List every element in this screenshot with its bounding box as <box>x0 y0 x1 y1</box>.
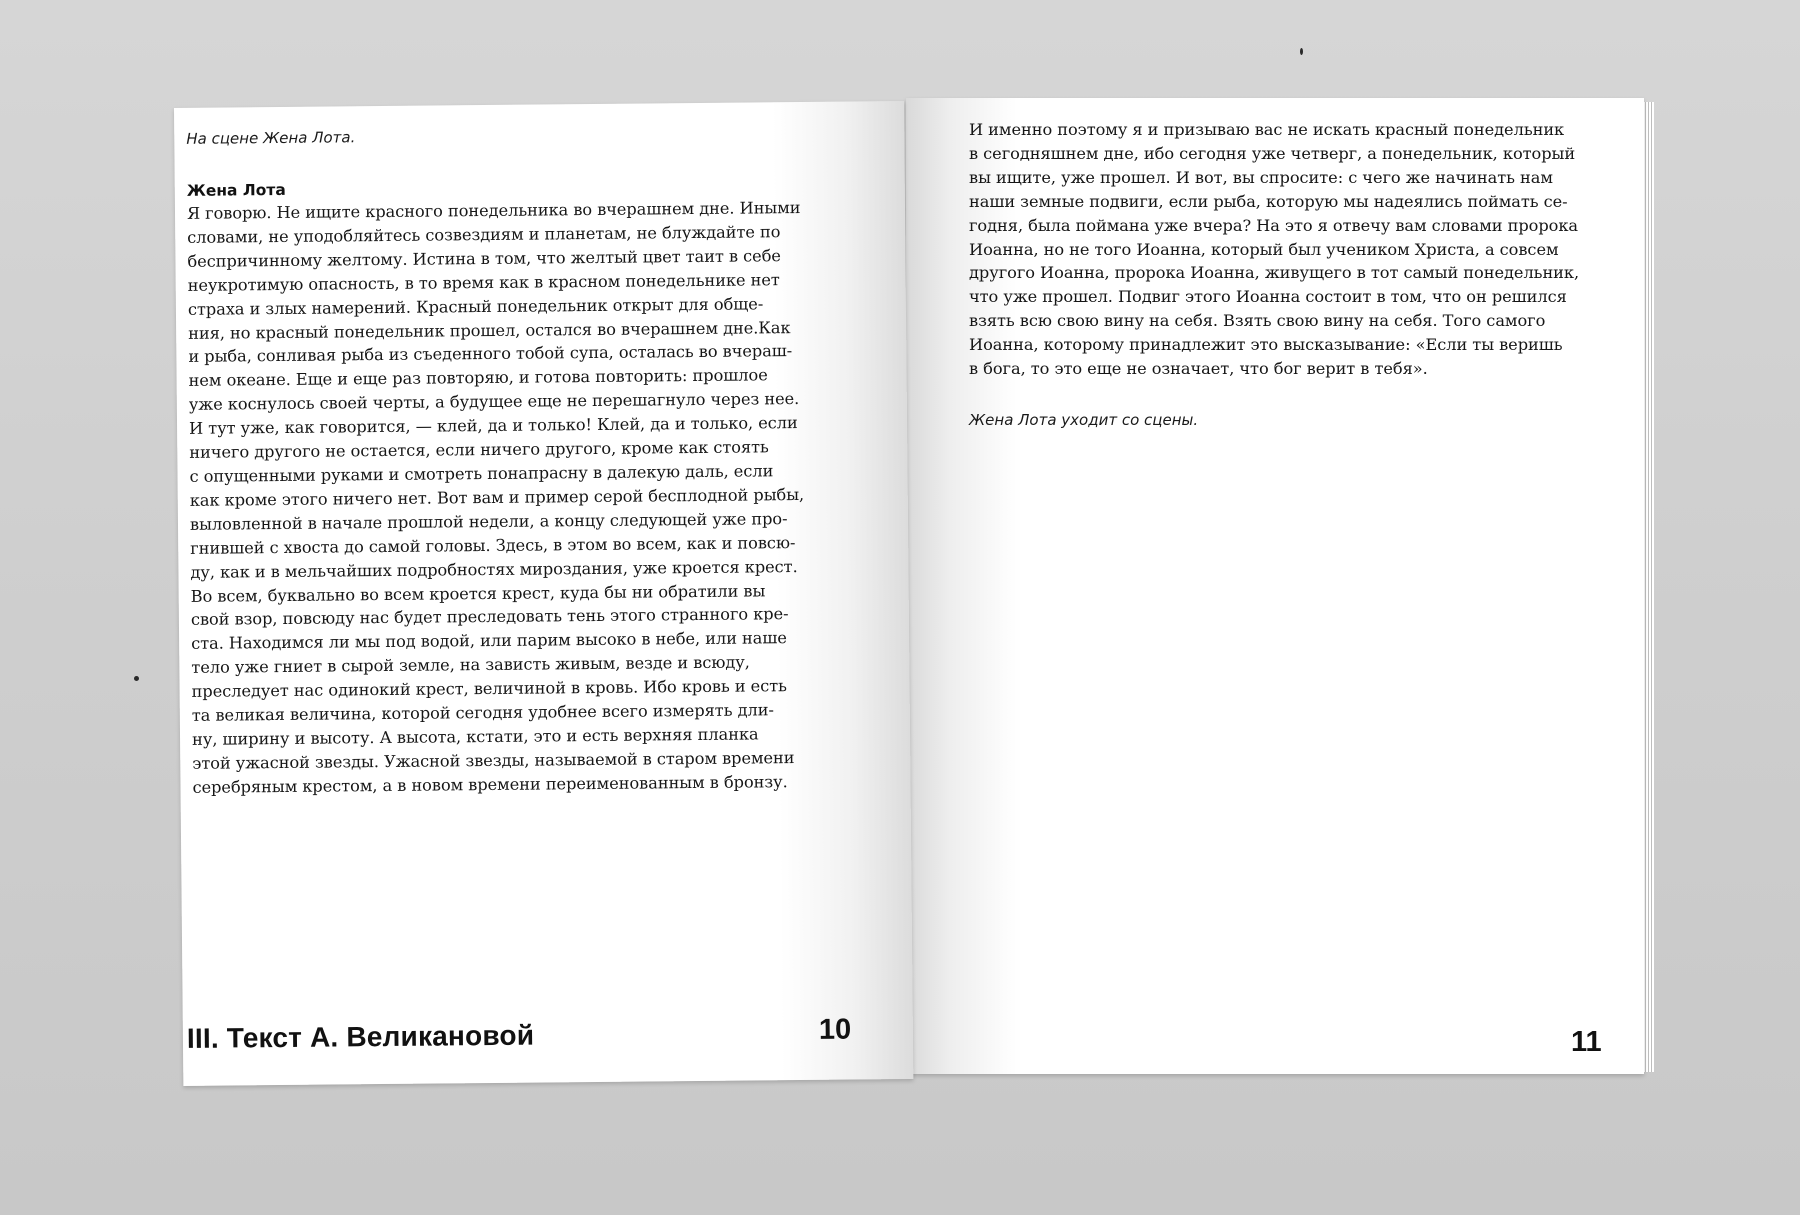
text-line: ничего другого не остается, если ничего другого, кроме как стоять <box>189 437 769 462</box>
right-page <box>906 98 1644 1074</box>
text-line: наши земные подвиги, если рыба, которую мы надеялись поймать се- <box>969 191 1568 211</box>
page-number: 11 <box>1571 1026 1602 1058</box>
text-line: Иоанна, но не того Иоанна, который был учеником Христа, а совсем <box>969 239 1559 259</box>
text-line: словами, не уподобляйтесь созвездиям и планетам, не блуждайте по <box>187 222 781 247</box>
text-line: ну, ширину и высоту. А высота, кстати, это и есть верхняя планка <box>191 724 759 749</box>
text-line: взять всю свою вину на себя. Взять свою вину на себя. Того самого <box>969 311 1546 331</box>
text-line: выловленной в начале прошлой недели, а концу следующей уже про- <box>189 508 788 534</box>
page-number: 10 <box>818 1013 852 1046</box>
text-line: Иоанна, которому принадлежит это высказывание: «Если ты веришь <box>969 335 1563 355</box>
text-line: тело уже гниет в сырой земле, на зависть живым, везде и всюду, <box>191 652 750 678</box>
text-line: как кроме этого ничего нет. Вот вам и пример серой бесплодной рыбы, <box>189 484 805 510</box>
text-line: и рыба, сонливая рыба из съеденного тобой супа, осталась во вчераш- <box>188 341 793 367</box>
text-line: другого Иоанна, пророка Иоанна, живущего в тот самый понедельник, <box>969 263 1580 283</box>
stage-direction-exit: Жена Лота уходит со сцены. <box>969 410 1199 429</box>
scan-speck <box>134 676 139 681</box>
text-line: этой ужасной звезды. Ужасной звезды, называемой в старом времени <box>192 747 795 773</box>
text-line: та великая величина, которой сегодня удобнее всего измерять дли- <box>191 700 774 725</box>
left-page-content <box>186 124 832 800</box>
section-title: III. Текст А. Великановой <box>186 1019 535 1054</box>
text-line: серебряным крестом, а в новом времени переименованным в бронзу. <box>192 771 788 797</box>
text-line: И тут уже, как говорится, — клей, да и только! Клей, да и только, если <box>188 413 798 439</box>
text-line: что уже прошел. Подвиг этого Иоанна состоит в том, что он решился <box>969 287 1567 307</box>
text-line: нем океане. Еще и еще раз повторяю, и готова повторить: прошлое <box>188 365 768 391</box>
text-line: вы ищите, уже прошел. И вот, вы спросите: с чего же начинать нам <box>969 167 1553 187</box>
text-line: преследует нас одинокий крест, величиной в кровь. Ибо кровь и есть <box>191 676 787 701</box>
text-line: в бога, то это еще не означает, что бог верит в тебя». <box>969 359 1428 379</box>
text-line: И именно поэтому я и призываю вас не искать красный понедельник <box>969 120 1565 139</box>
text-line: уже коснулось своей черты, а будущее еще не перешагнуло через нее. <box>188 389 800 415</box>
text-line: беспричинному желтому. Истина в том, что желтый цвет таит в себе <box>187 245 781 271</box>
left-page-text <box>187 196 833 800</box>
text-line: с опущенными руками и смотреть понапрасну в далекую даль, если <box>189 461 774 486</box>
text-line: ду, как и в мельчайших подробностях мироздания, уже кроется крест. <box>190 556 798 582</box>
text-line: годня, была поймана уже вчера? На это я отвечу вам словами пророка <box>969 215 1579 235</box>
text-line: неукротимую опасность, в то время как в красном понедельнике нет <box>187 269 780 295</box>
text-line: гнившей с хвоста до самой головы. Здесь, в этом во всем, как и повсю- <box>190 532 796 558</box>
text-line: страха и злых намерений. Красный понедельник открыт для обще- <box>187 293 764 319</box>
right-page-text <box>969 118 1609 381</box>
text-line: ста. Находимся ли мы под водой, или парим высоко в небе, или наше <box>191 628 787 654</box>
stage-direction-intro: На сцене Жена Лота. <box>186 128 356 148</box>
text-line: ния, но красный понедельник прошел, остался во вчерашнем дне.Как <box>188 317 791 343</box>
speaker-name: Жена Лота <box>186 180 286 200</box>
text-line: свой взор, повсюду нас будет преследовать тень этого странного кре- <box>190 604 789 630</box>
scan-speck <box>1300 48 1303 55</box>
text-line: в сегодняшнем дне, ибо сегодня уже четверг, а понедельник, который <box>969 143 1576 163</box>
text-line: Во всем, буквально во всем кроется крест, куда бы ни обратили вы <box>190 580 766 606</box>
right-page-content <box>969 118 1609 429</box>
text-line: Я говорю. Не ищите красного понедельника во вчерашнем дне. Иными <box>186 197 801 223</box>
left-page <box>174 101 913 1086</box>
